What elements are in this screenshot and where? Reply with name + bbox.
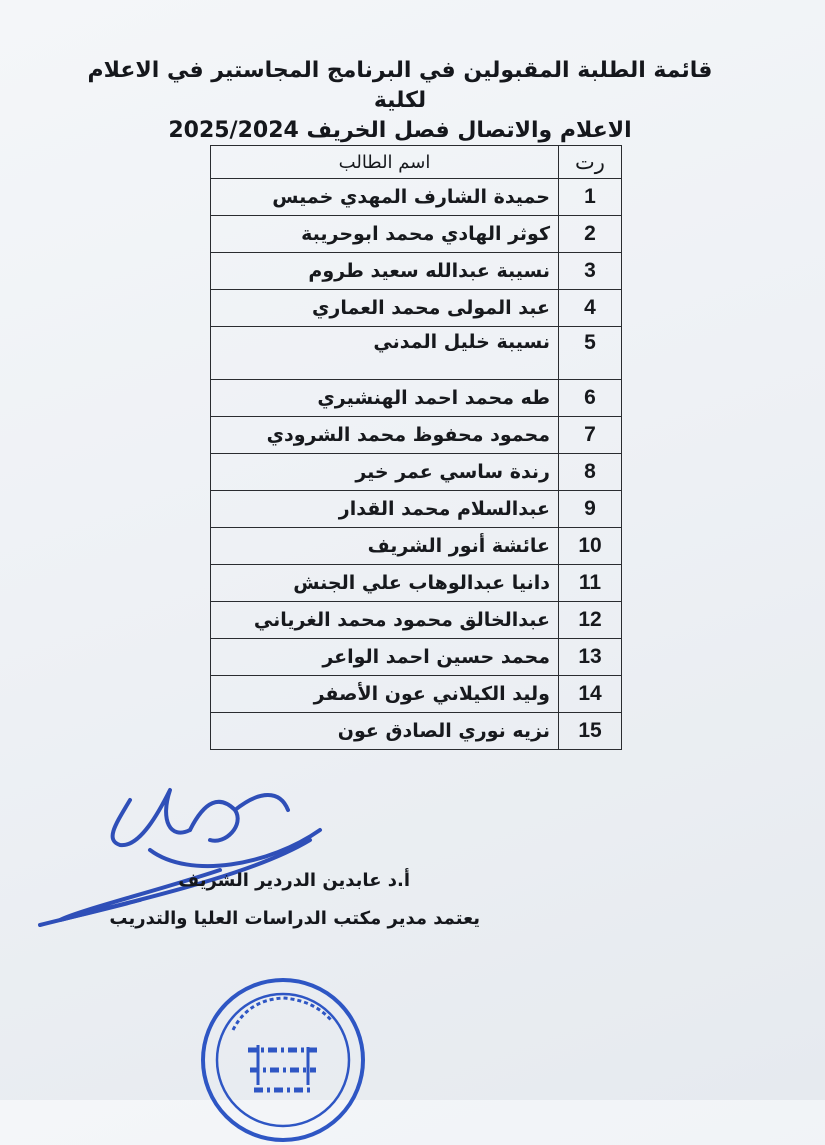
row-number: 15 (559, 713, 622, 750)
table-row (211, 528, 622, 565)
row-number: 10 (559, 528, 622, 565)
table-row (211, 565, 622, 602)
row-number: 1 (559, 179, 622, 216)
table-header-row (211, 146, 622, 179)
row-number: 7 (559, 417, 622, 454)
table-row (211, 491, 622, 528)
table-row (211, 216, 622, 253)
student-name: وليد الكيلاني عون الأصفر (211, 676, 559, 713)
student-name: عبد المولى محمد العماري (211, 290, 559, 327)
official-stamp (198, 975, 368, 1145)
student-name: نزيه نوري الصادق عون (211, 713, 559, 750)
row-number: 4 (559, 290, 622, 327)
row-number: 6 (559, 380, 622, 417)
student-name: نسيبة عبدالله سعيد طروم (211, 253, 559, 290)
header-number: رت (559, 146, 622, 179)
students-table (210, 145, 622, 750)
row-number: 3 (559, 253, 622, 290)
signature-block (60, 862, 480, 938)
row-number: 14 (559, 676, 622, 713)
student-name: عبدالسلام محمد القدار (211, 491, 559, 528)
student-name: كوثر الهادي محمد ابوحريبة (211, 216, 559, 253)
student-name: محمود محفوظ محمد الشرودي (211, 417, 559, 454)
signatory-name: أ.د عابدين الدردير الشريف (178, 870, 410, 891)
signatory-role: يعتمد مدير مكتب الدراسات العليا والتدريب (109, 908, 480, 929)
table-row (211, 380, 622, 417)
row-number: 11 (559, 565, 622, 602)
table-row (211, 327, 622, 380)
table-row (211, 253, 622, 290)
table-row (211, 602, 622, 639)
student-name: دانيا عبدالوهاب علي الجنش (211, 565, 559, 602)
student-name: عائشة أنور الشريف (211, 528, 559, 565)
table-row (211, 713, 622, 750)
table-row (211, 676, 622, 713)
title-line-1: قائمة الطلبة المقبولين في البرنامج المجاستير في الاعلام لكلية (87, 58, 713, 113)
row-number: 8 (559, 454, 622, 491)
table-row (211, 639, 622, 676)
title-line-2: الاعلام والاتصال فصل الخريف 2025/2024 (168, 118, 632, 143)
student-name: نسيبة خليل المدني (211, 327, 559, 380)
row-number: 12 (559, 602, 622, 639)
document-title (60, 56, 740, 146)
row-number: 13 (559, 639, 622, 676)
row-number: 2 (559, 216, 622, 253)
student-name: رندة ساسي عمر خير (211, 454, 559, 491)
table-row (211, 179, 622, 216)
student-name: حميدة الشارف المهدي خميس (211, 179, 559, 216)
table-row (211, 454, 622, 491)
row-number: 9 (559, 491, 622, 528)
table-row (211, 417, 622, 454)
student-name: عبدالخالق محمود محمد الغرياني (211, 602, 559, 639)
table-row (211, 290, 622, 327)
student-name: محمد حسين احمد الواعر (211, 639, 559, 676)
header-name: اسم الطالب (211, 146, 559, 179)
student-name: طه محمد احمد الهنشيري (211, 380, 559, 417)
row-number: 5 (559, 327, 622, 380)
